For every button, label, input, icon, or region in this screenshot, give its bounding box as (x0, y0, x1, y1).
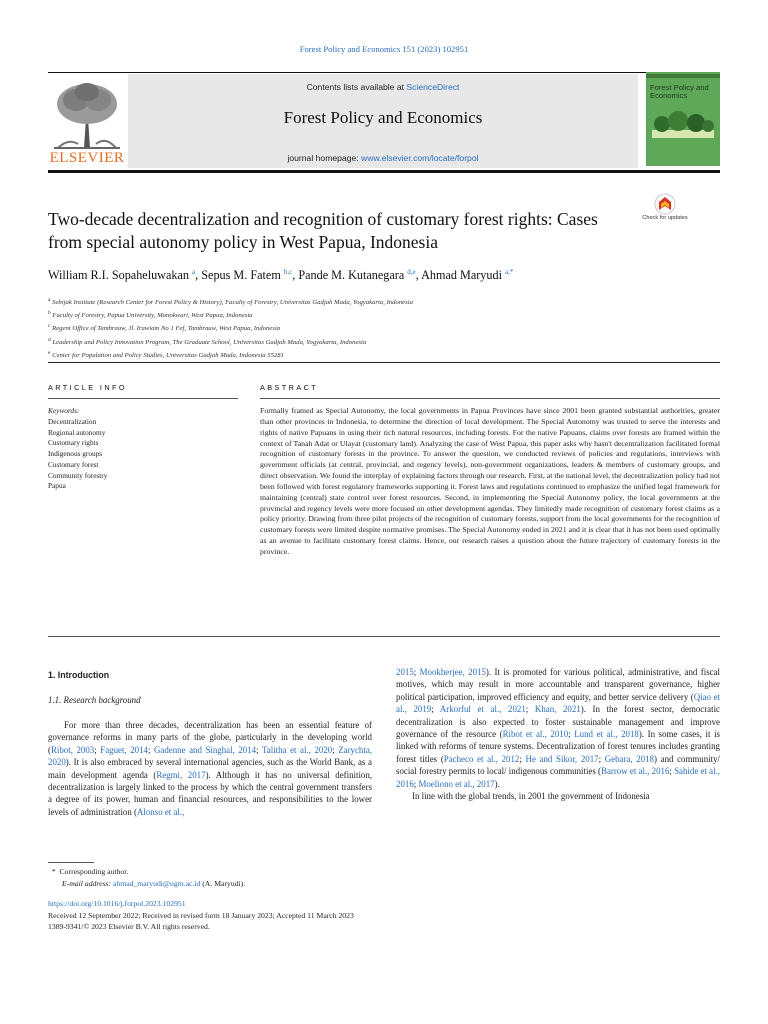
affiliation-item: $^c$ Regent Office of Tambrauw, Jl. Irawiam No 1 Fef, Tambrauw, West Papua, Indonesia (48, 323, 281, 333)
article-title: Two-decade decentralization and recognition of customary forest rights: Cases from special autonomy policy in West Papua, Indonesia (48, 209, 598, 252)
section-heading-introduction: 1. Introduction (48, 670, 110, 680)
citation-link[interactable]: Sahide et al., 2016 (396, 766, 721, 789)
abstract-text: Formally framed as Special Autonomy, the local governments in Papua Provinces have since 2001 been granted substantial authorities, greater than other provinces in Indonesia, to determine the direction of local development. The Special Autonomy was trusted to serve the interests and rights of native Papuans in using their rich natural resources, including forests. For the native Papuans, claims over forests are framed within the context of Tanah Adat or Ulayat (customary land). Analyzing the case of West Papua, this paper asks why hasn't decentralization facilitated formal recognition of customary forests in the province. To answer the question, we conducted reviews of policies and regulations, interviews with government officials (at central, provincial, and regency levels), non-government organizations, leaders & members of customary groups, and direct observation. We found the interplay of explaining factors through our research. First, at the national level, the decentralization policy had not been followed with forest regulatory frameworks supporting it. Forest laws and regulations continued to emphasize the unified legal framework for maintaining (central) state control over forest resources. Second, in implementing the Special Autonomy policy, the local governments at the provincial and regency levels were more focused on other development agendas. They limitedly made recognition of customary forest claims as a policy priority. Drawing from three pilot projects of the recognition of customary forests, support from the local governments for the recognition of customary forests were limited despite normative promises. The Special Autonomy ended in 2021 and it is clear that it has not been used optimally as an avenue to facilitate customary forest claims. Hence, our research raises a question about the future trajectory of customary forests in the province. (260, 406, 720, 556)
citation-link[interactable]: Arkorful et al., 2021 (439, 704, 526, 715)
citation-link[interactable]: Ribot et al., 2010 (502, 729, 569, 740)
keyword-item: Community forestry (48, 470, 108, 480)
email-link[interactable]: ahmad_maryudi@ugm.ac.id (112, 879, 201, 888)
affiliation-item: $^e$ Center for Population and Policy Studies, Universitas Gadjah Mada, Indonesia 55281 (48, 349, 284, 360)
masthead-top-rule (48, 72, 720, 73)
affiliation-item: $^b$ Faculty of Forestry, Papua University, Manokwari, West Papua, Indonesia (48, 310, 253, 320)
homepage-line: journal homepage: www.elsevier.com/locate/forpol (287, 153, 479, 163)
keyword-item: Customary rights (48, 438, 99, 448)
cover-trees-illustration (652, 110, 714, 138)
affiliation-list (48, 295, 728, 361)
contents-line: Contents lists available at ScienceDirect (306, 82, 460, 92)
keywords-list (48, 417, 107, 492)
subsection-heading-background: 1.1. Research background (48, 695, 141, 705)
cover-title: Forest Policy and Economics (650, 83, 709, 100)
check-for-updates-icon[interactable] (645, 192, 685, 232)
elsevier-wordmark: ELSEVIER (49, 150, 125, 166)
received-dates: Received 12 September 2022; Received in revised form 18 January 2023; Accepted 11 March 2023 (48, 910, 354, 920)
keywords-title: Keywords: (48, 406, 80, 415)
citation-link[interactable]: 2015 (396, 667, 414, 677)
keyword-item: Regional autonomy (48, 427, 106, 437)
author-name[interactable]: Pande M. Kutanegara (298, 268, 405, 283)
abstract-end-rule (48, 636, 720, 637)
journal-reference[interactable]: Forest Policy and Economics 151 (2023) 102951 (299, 44, 469, 54)
paragraph: 2015; Mookherjee, 2015). It is promoted for various political, administrative, and fiscal motives, which may result in more accountable and transparent governance, higher political participation, improved efficiency and equity, and better service delivery (Qiao et al., 2019; Arkorful et al., 2021; Khan, 2021). In the forest sector, democratic decentralization is also expected to foster sustainable management and improve governance of the resource (Ribot et al., 2010; Lund et al., 2018). In some cases, it is linked with reforms of tenure systems. Decentralization of forest tenures includes granting forest titles (Pacheco et al., 2012; He and Sikor, 2017; Gebara, 2018) and community/ social forestry permits to local/ indigenous communities (Barrow et al., 2016; Sahide et al., 2016; Moeliono et al., 2017). (396, 667, 721, 789)
author-name[interactable]: Ahmad Maryudi (421, 268, 502, 283)
author-affiliation-mark[interactable]: b,c (283, 268, 293, 276)
article-info-heading: ARTICLE INFO (48, 383, 127, 392)
citation-link[interactable]: Ribot, 2003 (50, 744, 95, 755)
citation-link[interactable]: Alonso et al., (136, 806, 185, 817)
paragraph: For more than three decades, decentralization has been an essential feature of governance reforms in many parts of the globe, particularly in the developing world (Ribot, 2003; Faguet, 2014; Gadenne and Singhal, 2014; Talitha et al., 2020; Zarychta, 2020). It is also embraced by several international agencies, such as the World Bank, as a main development agenda (Regmi, 2017). Although it has no universal definition, decentralization is largely linked to the process by which the central government transfers a degree of its power, human and financial resources, and responsibilities to the lower levels of administration (Alonso et al., (48, 720, 373, 817)
section-divider (48, 362, 720, 363)
paragraph: In line with the global trends, in 2001 the government of Indonesia (412, 791, 650, 802)
author-affiliation-mark[interactable]: d,e (407, 268, 416, 276)
citation-link[interactable]: Pacheco et al., 2012 (443, 753, 520, 764)
publication-info (48, 898, 354, 933)
journal-name: Forest Policy and Economics (283, 108, 483, 127)
body-left-column (48, 719, 372, 818)
citation-link[interactable]: He and Sikor, 2017 (525, 753, 599, 764)
masthead (48, 72, 720, 170)
author-name[interactable]: Sepus M. Fatem (201, 268, 281, 283)
journal-cover-image[interactable] (646, 72, 720, 166)
article-info-rule (48, 398, 238, 399)
doi-link[interactable]: https://doi.org/10.1016/j.forpol.2023.102951 (48, 899, 186, 908)
author-name[interactable]: William R.I. Sopaheluwakan (48, 268, 189, 283)
keyword-item: Indigenous groups (48, 449, 103, 459)
footnote-rule (48, 862, 94, 863)
author-list: William R.I. Sopaheluwakan $^a$, Sepus M. Fatem $^{b,c}$, Pande M. Kutanegara $^{d,e}$, Ahmad Maryudi $^{a,*}$ (48, 268, 514, 283)
citation-link[interactable]: Talitha et al., 2020 (262, 744, 333, 755)
citation-link[interactable]: Zarychta, 2020 (48, 744, 372, 768)
cover-strip (646, 74, 720, 78)
abstract-heading: ABSTRACT (260, 383, 319, 392)
journal-homepage-link[interactable]: www.elsevier.com/locate/forpol (361, 153, 479, 163)
citation-link[interactable]: Gebara, 2018 (604, 753, 654, 764)
author-affiliation-mark[interactable]: a (192, 268, 196, 276)
journal-banner (128, 74, 638, 168)
citation-link[interactable]: Faguet, 2014 (100, 744, 148, 755)
keyword-item: Customary forest (48, 459, 99, 469)
citation-link[interactable]: Barrow et al., 2016 (601, 766, 670, 777)
author-affiliation-mark[interactable]: a,* (505, 268, 514, 276)
masthead-bottom-rule (48, 170, 720, 173)
abstract-rule (260, 398, 720, 399)
sciencedirect-link[interactable]: ScienceDirect (406, 82, 460, 92)
footnote: * Corresponding author. E-mail address: ahmad_maryudi@ugm.ac.id (A. Maryudi). (51, 867, 246, 888)
citation-link[interactable]: Khan, 2021 (534, 704, 581, 715)
citation-link[interactable]: Gadenne and Singhal, 2014 (153, 744, 257, 755)
citation-link[interactable]: Mookherjee, 2015 (419, 667, 486, 677)
citation-link[interactable]: Qiao et al., 2019 (396, 691, 720, 715)
citation-link[interactable]: Regmi, 2017 (156, 769, 206, 780)
body-right-column (396, 666, 720, 802)
citation-link[interactable]: Lund et al., 2018 (574, 729, 639, 740)
keyword-item: Decentralization (48, 417, 97, 426)
affiliation-item: $^a$ Sebijak Institute (Research Center for Forest Policy & History), Faculty of Forestry, Universitas Gadjah Mada, Yogyakarta, Indonesia (48, 297, 413, 307)
citation-link[interactable]: Moeliono et al., 2017 (418, 778, 495, 789)
check-for-updates-label: Check for updates (642, 215, 688, 221)
copyright: 1389-9341/© 2023 Elsevier B.V. All rights reserved. (48, 922, 210, 931)
affiliation-item: $^d$ Leadership and Policy Innovation Program, The Graduate School, Universitas Gadjah Mada, Yogyakarta, Indonesia (48, 336, 367, 346)
keyword-item: Papua (48, 481, 66, 491)
